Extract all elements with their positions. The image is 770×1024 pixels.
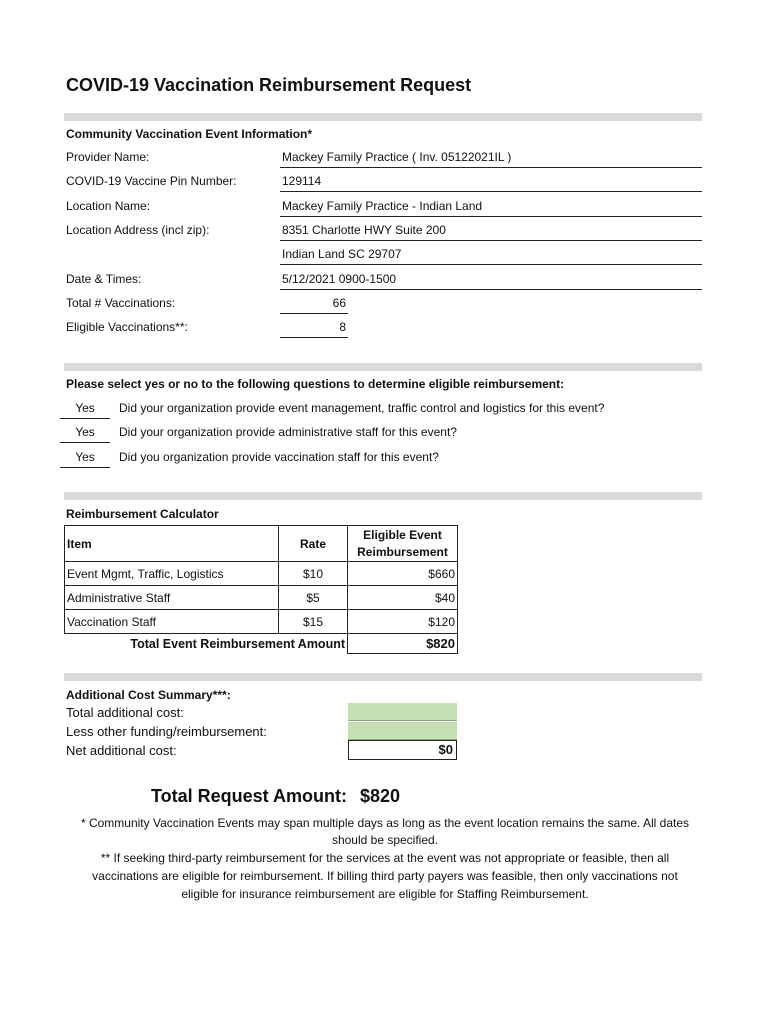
address-line2-field[interactable]: Indian Land SC 29707 [280,243,702,265]
less-funding-input[interactable] [348,722,457,740]
additional-total-input[interactable] [348,703,457,721]
answer-select[interactable]: Yes [60,421,110,443]
row-rate: $15 [279,610,348,634]
column-header-eligible [348,526,458,562]
date-field[interactable]: 5/12/2021 0900-1500 [280,268,702,290]
footnote-line: ** If seeking third-party reimbursement for the services at the event was not appropriate or feasible, then all [100,851,670,865]
date-label: Date & Times: [66,272,142,286]
eligible-vaccinations-field[interactable]: 8 [280,316,348,338]
total-reimbursement-label: Total Event Reimbursement Amount [65,634,348,654]
page-title: COVID-19 Vaccination Reimbursement Request [66,75,472,95]
column-header-item: Item [65,526,279,562]
event-info-heading: Community Vaccination Event Information* [66,127,313,141]
address-label: Location Address (incl zip): [66,223,210,237]
pin-field[interactable]: 129114 [280,170,702,192]
total-request-label: Total Request Amount: [151,786,347,806]
address-line1-field[interactable]: 8351 Charlotte HWY Suite 200 [280,219,702,241]
row-amount: $120 [348,610,458,634]
provider-field[interactable]: Mackey Family Practice ( Inv. 05122021IL ) [280,146,702,168]
section-divider [64,492,702,500]
location-field[interactable]: Mackey Family Practice - Indian Land [280,195,702,217]
footnote-line: eligible for insurance reimbursement are eligible for Staffing Reimbursement. [181,887,589,901]
row-amount: $40 [348,586,458,610]
location-label: Location Name: [66,199,151,213]
question-text: Did your organization provide event management, traffic control and logistics for this event? [119,401,605,415]
total-reimbursement-value: $820 [348,634,458,654]
total-vaccinations-label: Total # Vaccinations: [66,296,176,310]
calculator-heading: Reimbursement Calculator [66,507,219,521]
section-divider [64,113,702,121]
questions-heading: Please select yes or no to the following questions to determine eligible reimbursement: [66,377,565,391]
row-item: Event Mgmt, Traffic, Logistics [65,562,279,586]
question-text: Did your organization provide administrative staff for this event? [119,425,457,439]
net-cost-label: Net additional cost: [66,743,177,758]
section-divider [64,363,702,371]
table-total-row [65,634,458,654]
table-row [65,562,458,586]
net-cost-value: $0 [348,740,457,760]
footnote-line: should be specified. [331,833,439,847]
row-item: Administrative Staff [65,586,279,610]
table-row [65,610,458,634]
reimbursement-table [64,525,458,654]
eligible-vaccinations-label: Eligible Vaccinations**: [66,320,188,334]
total-request-value: $820 [360,786,401,806]
total-request [151,784,400,808]
answer-select[interactable]: Yes [60,397,110,419]
total-vaccinations-field[interactable]: 66 [280,292,348,314]
provider-label: Provider Name: [66,150,150,164]
row-rate: $5 [279,586,348,610]
section-divider [64,673,702,681]
table-row [65,586,458,610]
row-amount: $660 [348,562,458,586]
question-text: Did you organization provide vaccination staff for this event? [119,450,439,464]
footnote-line: vaccinations are eligible for reimbursement. If billing third party payers was feasible, then only vaccinations not [92,869,678,883]
table-header-row [65,526,458,562]
answer-select[interactable]: Yes [60,446,110,468]
additional-heading: Additional Cost Summary***: [66,688,231,702]
footnote-line: * Community Vaccination Events may span multiple days as long as the event location remains the same. All dates [80,816,690,830]
row-rate: $10 [279,562,348,586]
additional-total-label: Total additional cost: [66,705,184,720]
column-header-rate: Rate [279,526,348,562]
row-item: Vaccination Staff [65,610,279,634]
pin-label: COVID-19 Vaccine Pin Number: [66,174,237,188]
column-header-eligible-line2: Reimbursement [357,544,448,559]
less-funding-label: Less other funding/reimbursement: [66,724,267,739]
column-header-eligible-line1: Eligible Event [363,527,442,542]
